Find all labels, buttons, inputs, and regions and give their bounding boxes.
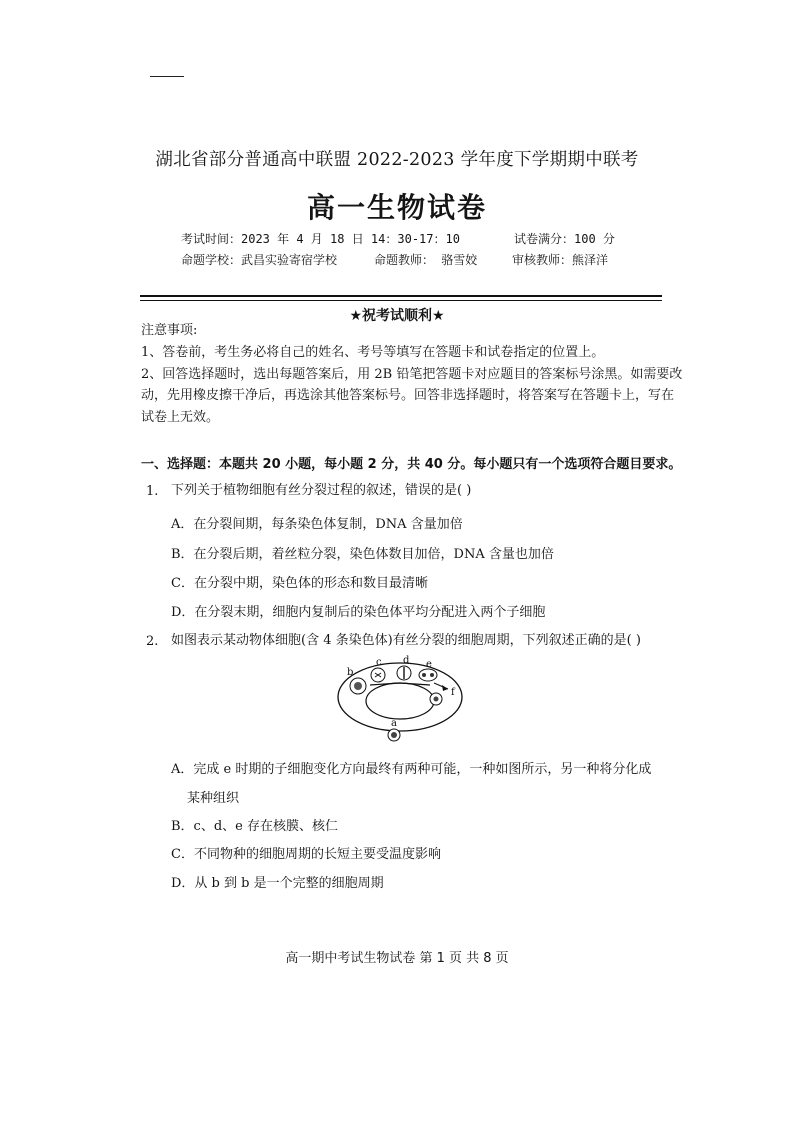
- label-d: d: [403, 655, 410, 666]
- label-f: f: [451, 687, 455, 698]
- label-a: a: [391, 718, 397, 729]
- label-c: c: [376, 657, 382, 668]
- option-b: B．在分裂后期，着丝粒分裂，染色体数目加倍，DNA 含量也加倍: [171, 547, 554, 562]
- cell-a-nucleus: [391, 732, 397, 738]
- cell-e: [419, 669, 437, 681]
- reviewing-teacher: 审核教师：熊泽洋: [512, 253, 609, 267]
- corner-mark: [150, 76, 184, 77]
- cell-b-nucleus: [354, 682, 362, 690]
- option-d: D．在分裂末期，细胞内复制后的染色体平均分配进入两个子细胞: [171, 605, 546, 620]
- exam-title: 湖北省部分普通高中联盟 2022-2023 学年度下学期期中联考: [155, 150, 639, 170]
- subject-title: 高一生物试卷: [306, 191, 487, 224]
- cycle-inner-ring: [366, 683, 434, 719]
- cell-f-nucleus: [434, 697, 439, 702]
- section-heading: 一、选择题：本题共 20 小题，每小题 2 分，共 40 分。每小题只有一个选项符合题目要求。: [141, 457, 682, 472]
- setting-teacher: 命题教师： 骆雪姣: [374, 253, 478, 267]
- cell-e-nucleus: [422, 673, 426, 677]
- full-score: 试卷满分：100 分: [514, 232, 615, 246]
- arrow-head: [442, 685, 448, 691]
- option-a: A．完成 e 时期的子细胞变化方向最终有两种可能，一种如图所示，另一种将分化成: [171, 762, 652, 777]
- cell-e-nucleus: [430, 673, 434, 677]
- exam-time: 考试时间：2023 年 4 月 18 日 14：30-17：10: [181, 232, 460, 246]
- notes-heading: 注意事项:: [141, 323, 198, 338]
- label-e: e: [426, 659, 432, 670]
- header-rule-thick: [140, 295, 662, 297]
- option-c: C．不同物种的细胞周期的长短主要受温度影响: [171, 847, 441, 862]
- option-a-continued: 某种组织: [187, 791, 240, 806]
- label-b: b: [347, 667, 354, 678]
- question-stem: 如图表示某动物体细胞(含 4 条染色体)有丝分裂的细胞周期，下列叙述正确的是( ): [171, 633, 641, 648]
- notes-line: 试卷上无效。: [141, 410, 220, 425]
- setting-school: 命题学校：武昌实验寄宿学校: [181, 253, 338, 267]
- header-rule-thin: [140, 300, 662, 301]
- mitosis-arc: [370, 683, 430, 685]
- option-b: B．c、d、e 存在核膜、核仁: [171, 819, 338, 834]
- option-c: C．在分裂中期，染色体的形态和数目最清晰: [171, 576, 428, 591]
- page-footer: 高一期中考试生物试卷 第 1 页 共 8 页: [285, 951, 509, 966]
- blessing: ★祝考试顺利★: [349, 308, 445, 324]
- question-number: 2.: [146, 634, 159, 649]
- option-d: D．从 b 到 b 是一个完整的细胞周期: [171, 876, 384, 891]
- notes-line: 1、答卷前，考生务必将自己的姓名、考号等填写在答题卡和试卷指定的位置上。: [141, 345, 605, 360]
- cell-cycle-diagram: [330, 655, 470, 745]
- question-stem: 下列关于植物细胞有丝分裂过程的叙述，错误的是( ): [171, 483, 472, 498]
- notes-line: 2、回答选择题时，选出每题答案后，用 2B 铅笔把答题卡对应题目的答案标号涂黑。如需要改: [141, 367, 683, 382]
- notes-line: 动，先用橡皮擦干净后，再选涂其他答案标号。回答非选择题时，将答案写在答题卡上，写在: [141, 388, 675, 403]
- question-number: 1.: [146, 484, 159, 499]
- option-a: A．在分裂间期，每条染色体复制，DNA 含量加倍: [171, 517, 463, 532]
